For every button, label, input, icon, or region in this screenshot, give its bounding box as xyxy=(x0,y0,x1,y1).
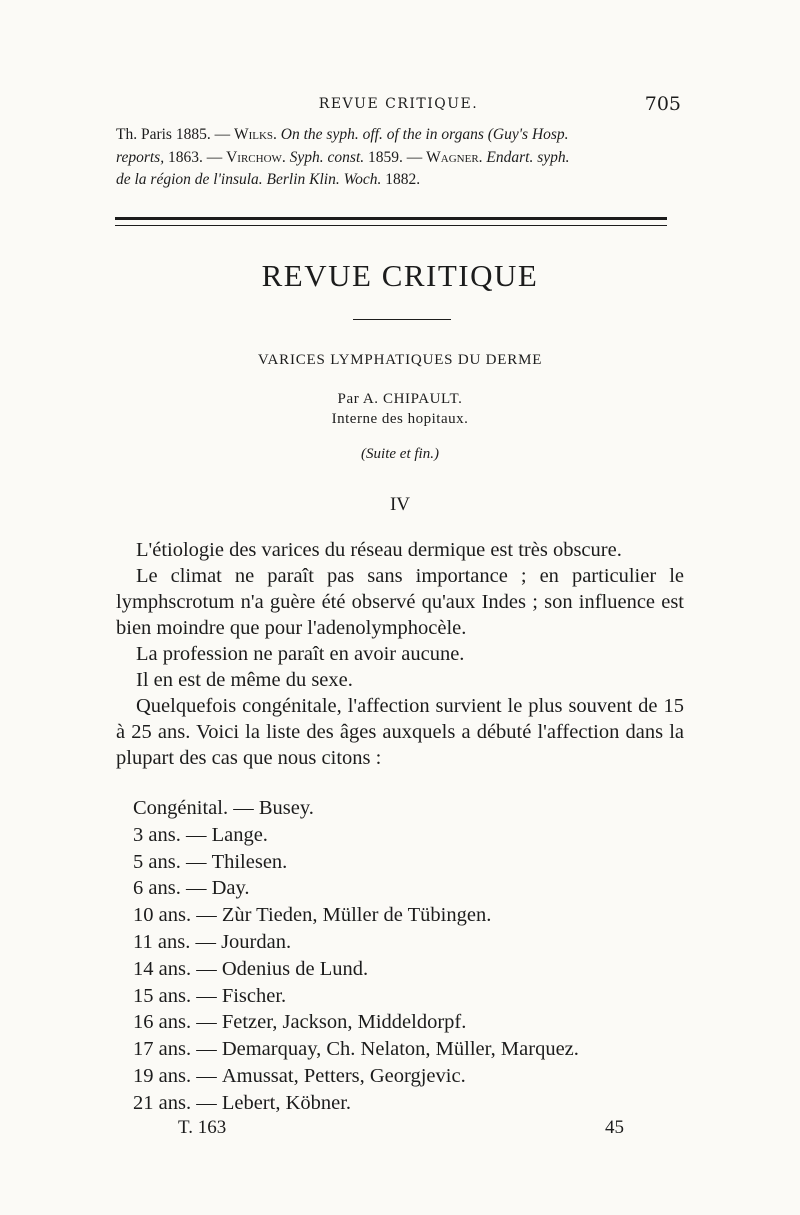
age-row xyxy=(133,956,579,983)
paragraph: Quelquefois congénitale, l'affection survient le plus souvent de 15 à 25 ans. Voici la liste des âges auxquels a débuté l'affection dans la plupart des cas que nous citons : xyxy=(116,695,684,769)
paragraph: L'étiologie des varices du réseau dermique est très obscure. xyxy=(136,539,622,561)
section-divider-thick xyxy=(115,217,667,220)
age-row xyxy=(133,795,579,822)
author-name: Virchow xyxy=(226,148,282,166)
age-row xyxy=(133,875,579,902)
age-value: 21 ans. xyxy=(133,1091,192,1114)
age-row xyxy=(133,1090,579,1117)
age-authors: Fischer. xyxy=(221,984,287,1007)
age-separator: — xyxy=(180,850,212,873)
author-role: Interne des hopitaux. xyxy=(331,411,469,427)
age-separator: — xyxy=(180,877,212,900)
main-title: REVUE CRITIQUE xyxy=(261,258,539,293)
age-row xyxy=(133,1036,579,1063)
age-row xyxy=(133,902,579,929)
age-authors: Lebert, Köbner. xyxy=(221,1091,352,1114)
age-separator: — xyxy=(191,1091,222,1114)
age-authors: Lange. xyxy=(211,823,268,846)
body-text xyxy=(116,537,684,771)
age-row xyxy=(133,1009,579,1036)
age-value: 10 ans. xyxy=(133,904,192,927)
age-value: 5 ans. xyxy=(133,850,181,873)
age-value: 17 ans. xyxy=(133,1038,192,1061)
age-authors: Jourdan. xyxy=(221,930,292,953)
section-number: IV xyxy=(389,494,411,515)
age-authors: Busey. xyxy=(258,797,314,819)
age-separator: — xyxy=(191,984,222,1007)
age-row xyxy=(133,849,579,876)
age-authors: Thilesen. xyxy=(211,850,288,873)
age-row xyxy=(133,822,579,849)
paragraph: Il en est de même du sexe. xyxy=(136,669,353,691)
age-separator: — xyxy=(191,1011,222,1034)
age-authors: Demarquay, Ch. Nelaton, Müller, Marquez. xyxy=(221,1038,579,1061)
author-name: Wagner xyxy=(426,148,479,166)
paragraph: Le climat ne paraît pas sans importance ; en particulier le lymphscrotum n'a guère été observé qu'aux Indes ; son influence est bien moindre que pour l'adenolymphocèle. xyxy=(116,565,684,639)
page-footer xyxy=(178,1117,624,1143)
article-title: VARICES LYMPHATIQUES DU DERME xyxy=(257,352,543,368)
age-value: 11 ans. xyxy=(133,930,191,953)
age-separator: — xyxy=(190,930,222,953)
age-separator: — xyxy=(191,904,222,927)
age-authors: Amussat, Petters, Georgjevic. xyxy=(221,1064,466,1087)
continuation-note: (Suite et fin.) xyxy=(361,446,439,462)
age-value: 14 ans. xyxy=(133,957,192,980)
age-value: 15 ans. xyxy=(133,984,192,1007)
running-head xyxy=(116,93,681,120)
running-title: REVUE CRITIQUE. xyxy=(318,96,479,112)
paragraph: La profession ne paraît en avoir aucune. xyxy=(136,643,465,665)
article-author: Par A. CHIPAULT. xyxy=(337,391,463,407)
age-row xyxy=(133,929,579,956)
age-row xyxy=(133,1063,579,1090)
age-value: 6 ans. xyxy=(133,877,181,900)
bibliography-line: Th. Paris 1885. — Wilks. On the syph. off. of the in organs (Guy's Hosp. xyxy=(116,126,569,143)
volume-mark: T. 163 xyxy=(178,1117,227,1138)
age-authors: Day. xyxy=(211,877,250,900)
bibliography-line: de la région de l'insula. Berlin Klin. Woch. 1882. xyxy=(116,171,421,188)
age-value: 3 ans. xyxy=(133,823,181,846)
ages-list xyxy=(133,795,579,1117)
age-separator: — xyxy=(191,1064,222,1087)
age-value: 19 ans. xyxy=(133,1064,192,1087)
age-authors: Zùr Tieden, Müller de Tübingen. xyxy=(221,904,492,927)
age-separator: — xyxy=(191,1038,222,1061)
age-separator: — xyxy=(228,797,259,819)
section-divider-thin xyxy=(115,225,667,226)
age-separator: — xyxy=(180,823,212,846)
signature-mark: 45 xyxy=(605,1117,624,1138)
bibliography xyxy=(116,124,681,192)
page-number: 705 xyxy=(644,93,681,115)
title-rule xyxy=(353,319,451,320)
age-authors: Fetzer, Jackson, Middeldorpf. xyxy=(221,1011,467,1034)
age-authors: Odenius de Lund. xyxy=(221,957,369,980)
author-name: Wilks xyxy=(233,126,274,143)
age-value: Congénital. xyxy=(133,797,229,819)
bibliography-line: reports, 1863. — Virchow. Syph. const. 1859. — Wagner. Endart. syph. xyxy=(116,148,570,166)
age-value: 16 ans. xyxy=(133,1011,192,1034)
age-row xyxy=(133,983,579,1010)
age-separator: — xyxy=(191,957,222,980)
